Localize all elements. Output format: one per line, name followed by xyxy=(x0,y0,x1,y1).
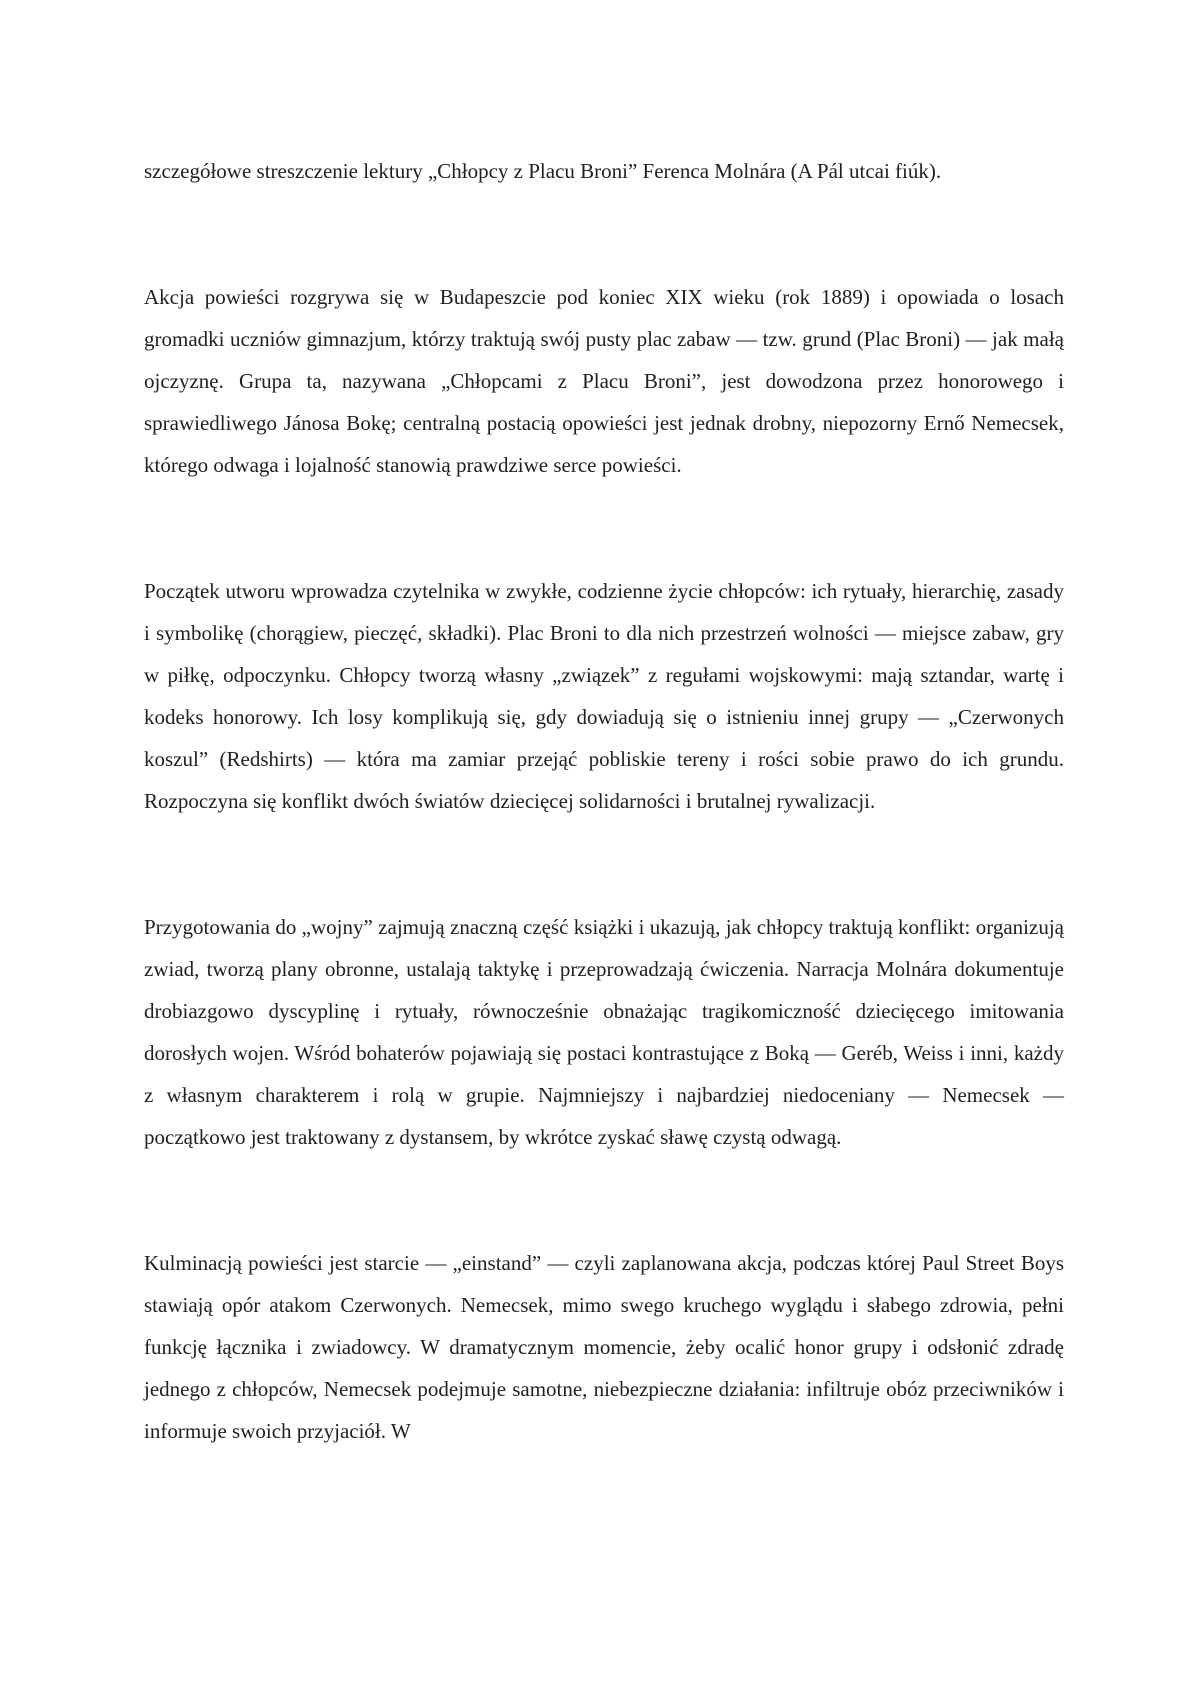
paragraph-intro: szczegółowe streszczenie lektury „Chłopcy z Placu Broni” Ferenca Molnára (A Pál utcai fiúk). xyxy=(144,159,942,183)
paragraph-setting: Akcja powieści rozgrywa się w Budapeszcie pod koniec XIX wieku (rok 1889) i opowiada o losach gromadki uczniów gimnazjum, którzy traktują swój pusty plac zabaw — tzw. grund (Plac Broni) — jak małą ojczyznę. Grupa ta, nazywana „Chłopcami z Placu Broni”, jest dowodzona przez honorowego i sprawiedliwego Jánosa Bokę; centralną postacią opowieści jest jednak drobny, niepozorny Ernő Nemecsek, którego odwaga i lojalność stanowią prawdziwe serce powieści. xyxy=(144,285,1064,477)
document-body xyxy=(144,150,1064,1452)
paragraph-beginning: Początek utworu wprowadza czytelnika w zwykłe, codzienne życie chłopców: ich rytuały, hierarchię, zasady i symbolikę (chorągiew, pieczęć, składki). Plac Broni to dla nich przestrzeń wolności — miejsce zabaw, gry w piłkę, odpoczynku. Chłopcy tworzą własny „związek” z regułami wojskowymi: mają sztandar, wartę i kodeks honorowy. Ich losy komplikują się, gdy dowiadują się o istnieniu innej grupy — „Czerwonych koszul” (Redshirts) — która ma zamiar przejąć pobliskie tereny i rości sobie prawo do ich grundu. Rozpoczyna się konflikt dwóch światów dziecięcej solidarności i brutalnej rywalizacji. xyxy=(144,579,1064,813)
paragraph-culmination: Kulminacją powieści jest starcie — „einstand” — czyli zaplanowana akcja, podczas której Paul Street Boys stawiają opór atakom Czerwonych. Nemecsek, mimo swego kruchego wyglądu i słabego zdrowia, pełni funkcję łącznika i zwiadowcy. W dramatycznym momencie, żeby ocalić honor grupy i odsłonić zdradę jednego z chłopców, Nemecsek podejmuje samotne, niebezpieczne działania: infiltruje obóz przeciwników i informuje swoich przyjaciół. W xyxy=(144,1251,1064,1443)
paragraph-preparations: Przygotowania do „wojny” zajmują znaczną część książki i ukazują, jak chłopcy traktują konflikt: organizują zwiad, tworzą plany obronne, ustalają taktykę i przeprowadzają ćwiczenia. Narracja Molnára dokumentuje drobiazgowo dyscyplinę i rytuały, równocześnie obnażając tragikomiczność dziecięcego imitowania dorosłych wojen. Wśród bohaterów pojawiają się postaci kontrastujące z Boką — Geréb, Weiss i inni, każdy z własnym charakterem i rolą w grupie. Najmniejszy i najbardziej niedoceniany — Nemecsek — początkowo jest traktowany z dystansem, by wkrótce zyskać sławę czystą odwagą. xyxy=(144,915,1064,1149)
